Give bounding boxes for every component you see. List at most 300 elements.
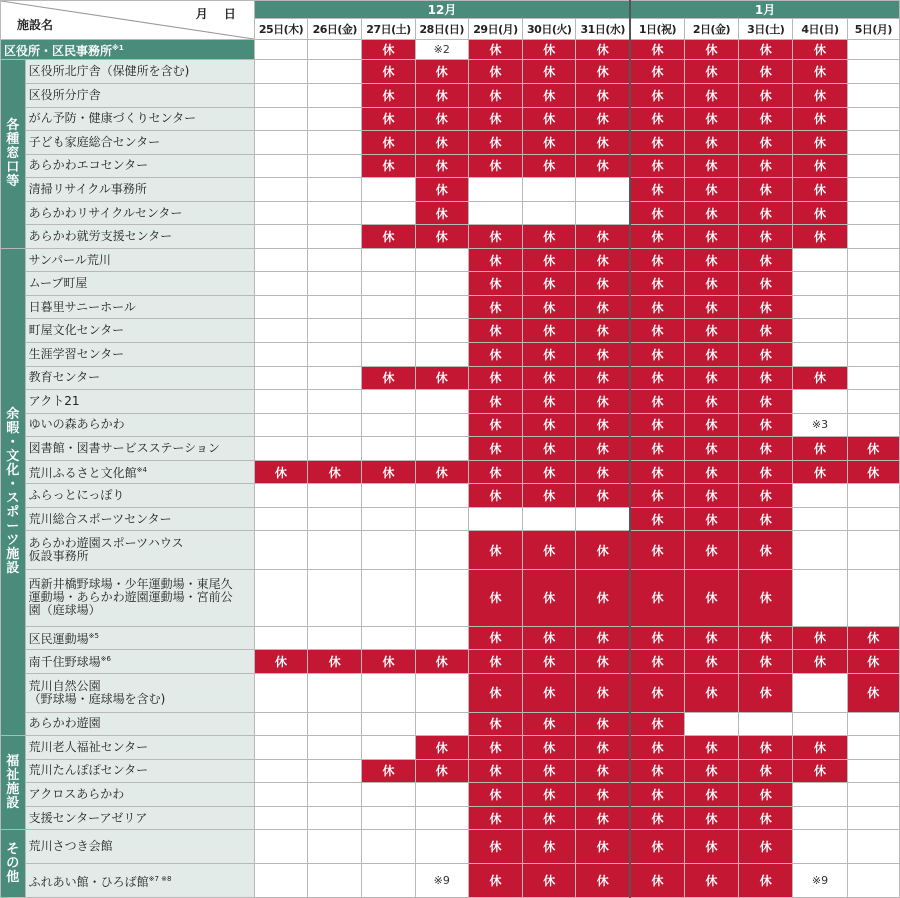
open-cell: [739, 712, 793, 736]
closed-cell: 休: [468, 484, 522, 508]
closed-cell: 休: [630, 343, 684, 367]
closed-cell: 休: [793, 107, 847, 131]
closed-cell: 休: [739, 759, 793, 783]
facility-name: 教育センター: [25, 366, 254, 390]
open-cell: [415, 413, 468, 437]
closed-cell: 休: [576, 806, 630, 830]
open-cell: [847, 225, 899, 249]
closed-cell: 休: [308, 650, 362, 674]
closed-cell: 休: [847, 650, 899, 674]
open-cell: [415, 295, 468, 319]
closed-cell: 休: [630, 272, 684, 296]
closed-cell: 休: [684, 84, 738, 108]
open-cell: [308, 806, 362, 830]
facility-row: [1, 570, 900, 626]
closed-cell: 休: [468, 437, 522, 461]
closed-cell: 休: [684, 626, 738, 650]
closed-cell: 休: [576, 626, 630, 650]
closed-cell: 休: [468, 154, 522, 178]
closed-cell: 休: [415, 107, 468, 131]
facility-row: [1, 650, 900, 674]
closed-cell: 休: [739, 131, 793, 155]
open-cell: [847, 131, 899, 155]
closed-cell: 休: [630, 84, 684, 108]
open-cell: [847, 319, 899, 343]
facility-name: サンパール荒川: [25, 248, 254, 272]
closed-cell: 休: [630, 131, 684, 155]
closed-cell: 休: [523, 673, 576, 712]
closed-cell: 休: [576, 531, 630, 570]
note-cell: ※9: [415, 864, 468, 898]
closed-cell: 休: [684, 131, 738, 155]
facility-name: ゆいの森あらかわ: [25, 413, 254, 437]
closed-cell: 休: [684, 272, 738, 296]
open-cell: [793, 390, 847, 414]
open-cell: [847, 864, 899, 898]
day-header: 29日(月): [468, 19, 522, 40]
closed-cell: 休: [630, 712, 684, 736]
closed-cell: 休: [793, 437, 847, 461]
open-cell: [847, 154, 899, 178]
open-cell: [847, 272, 899, 296]
open-cell: [362, 413, 415, 437]
open-cell: [415, 830, 468, 864]
open-cell: [793, 712, 847, 736]
closed-cell: 休: [415, 736, 468, 760]
open-cell: [308, 864, 362, 898]
facility-row: [1, 248, 900, 272]
closed-cell: 休: [576, 40, 630, 60]
closed-cell: 休: [630, 673, 684, 712]
category-label: そ の 他: [1, 830, 26, 898]
category-label: 余 暇 ・ 文 化 ・ ス ポ ー ツ 施 設: [1, 248, 26, 735]
open-cell: [308, 736, 362, 760]
closed-cell: 休: [576, 248, 630, 272]
closed-cell: 休: [468, 131, 522, 155]
open-cell: [254, 272, 307, 296]
facility-row: [1, 107, 900, 131]
facility-row: [1, 272, 900, 296]
open-cell: [254, 60, 307, 84]
closed-cell: 休: [523, 783, 576, 807]
open-cell: [308, 343, 362, 367]
open-cell: [254, 107, 307, 131]
closed-cell: 休: [630, 460, 684, 484]
open-cell: [308, 366, 362, 390]
closed-cell: 休: [523, 107, 576, 131]
closed-cell: 休: [576, 84, 630, 108]
facility-name: ムーブ町屋: [25, 272, 254, 296]
closed-cell: 休: [576, 60, 630, 84]
closed-cell: 休: [468, 390, 522, 414]
day-header: 3日(土): [739, 19, 793, 40]
open-cell: [308, 319, 362, 343]
open-cell: [254, 736, 307, 760]
closed-cell: 休: [468, 673, 522, 712]
open-cell: [793, 248, 847, 272]
open-cell: [254, 626, 307, 650]
closed-cell: 休: [576, 107, 630, 131]
open-cell: [254, 366, 307, 390]
open-cell: [847, 295, 899, 319]
open-cell: [362, 178, 415, 202]
closed-cell: 休: [468, 272, 522, 296]
closed-cell: 休: [630, 413, 684, 437]
closed-cell: 休: [847, 460, 899, 484]
open-cell: [362, 343, 415, 367]
closed-cell: 休: [576, 460, 630, 484]
facility-name: 区役所北庁舎（保健所を含む): [25, 60, 254, 84]
open-cell: [468, 178, 522, 202]
facility-name: あらかわリサイクルセンター: [25, 201, 254, 225]
footnote-mark: ※6: [100, 655, 111, 664]
closed-cell: 休: [630, 626, 684, 650]
closed-cell: 休: [415, 759, 468, 783]
month-header: 12月: [254, 1, 630, 19]
open-cell: [362, 390, 415, 414]
open-cell: [576, 201, 630, 225]
facility-row: [1, 413, 900, 437]
closed-cell: 休: [576, 272, 630, 296]
facility-name: あらかわ遊園: [25, 712, 254, 736]
open-cell: [308, 390, 362, 414]
facility-name: 支援センターアゼリア: [25, 806, 254, 830]
facility-row: [1, 437, 900, 461]
note-cell: ※2: [415, 40, 468, 60]
open-cell: [308, 154, 362, 178]
closed-cell: 休: [523, 806, 576, 830]
closed-cell: 休: [523, 131, 576, 155]
open-cell: [254, 570, 307, 626]
open-cell: [415, 272, 468, 296]
day-header: 2日(金): [684, 19, 738, 40]
closed-cell: 休: [739, 531, 793, 570]
closed-cell: 休: [362, 759, 415, 783]
closed-cell: 休: [630, 366, 684, 390]
facility-name: 日暮里サニーホール: [25, 295, 254, 319]
open-cell: [793, 673, 847, 712]
open-cell: [308, 712, 362, 736]
closed-cell: 休: [576, 650, 630, 674]
closed-cell: 休: [362, 131, 415, 155]
closed-cell: 休: [684, 806, 738, 830]
closed-cell: 休: [523, 531, 576, 570]
closed-cell: 休: [793, 759, 847, 783]
closed-cell: 休: [684, 531, 738, 570]
open-cell: [847, 178, 899, 202]
open-cell: [362, 830, 415, 864]
facility-name: アクト21: [25, 390, 254, 414]
closed-cell: 休: [523, 570, 576, 626]
closed-cell: 休: [362, 460, 415, 484]
closed-cell: 休: [684, 225, 738, 249]
closed-cell: 休: [523, 413, 576, 437]
facility-row: [1, 531, 900, 570]
closed-cell: 休: [630, 319, 684, 343]
facility-name: 荒川ふるさと文化館$^{※4}$: [25, 460, 254, 484]
footnote-mark: ※7 ※8: [148, 874, 172, 883]
open-cell: [308, 248, 362, 272]
facility-name: 南千住野球場$^{※6}$: [25, 650, 254, 674]
closed-cell: 休: [468, 864, 522, 898]
open-cell: [468, 201, 522, 225]
open-cell: [308, 107, 362, 131]
closed-cell: 休: [630, 225, 684, 249]
open-cell: [254, 248, 307, 272]
facility-row: [1, 390, 900, 414]
closed-cell: 休: [793, 460, 847, 484]
facility-row: [1, 626, 900, 650]
closed-cell: 休: [739, 225, 793, 249]
closed-cell: 休: [684, 736, 738, 760]
closed-cell: 休: [415, 460, 468, 484]
open-cell: [254, 531, 307, 570]
open-cell: [254, 295, 307, 319]
closed-cell: 休: [684, 107, 738, 131]
closed-cell: 休: [630, 154, 684, 178]
closed-cell: 休: [739, 507, 793, 531]
open-cell: [254, 40, 307, 60]
closed-cell: 休: [630, 437, 684, 461]
open-cell: [415, 437, 468, 461]
closed-cell: 休: [684, 319, 738, 343]
closed-cell: 休: [684, 390, 738, 414]
closed-cell: 休: [739, 154, 793, 178]
open-cell: [362, 272, 415, 296]
open-cell: [415, 570, 468, 626]
closed-cell: 休: [684, 783, 738, 807]
closed-cell: 休: [468, 40, 522, 60]
closed-cell: 休: [739, 570, 793, 626]
closed-cell: 休: [523, 40, 576, 60]
open-cell: [308, 178, 362, 202]
facility-row: [1, 759, 900, 783]
open-cell: [254, 712, 307, 736]
closed-cell: 休: [630, 570, 684, 626]
day-header: 25日(木): [254, 19, 307, 40]
closed-cell: 休: [630, 830, 684, 864]
closed-cell: 休: [576, 131, 630, 155]
closed-cell: 休: [468, 712, 522, 736]
open-cell: [254, 830, 307, 864]
facility-name: 生涯学習センター: [25, 343, 254, 367]
closed-cell: 休: [576, 154, 630, 178]
open-cell: [254, 484, 307, 508]
open-cell: [576, 178, 630, 202]
closed-cell: 休: [468, 759, 522, 783]
facility-name: 西新井橋野球場・少年運動場・東尾久 運動場・あらかわ遊園運動場・宮前公 園（庭球場）: [25, 570, 254, 626]
open-cell: [847, 107, 899, 131]
open-cell: [362, 531, 415, 570]
closed-cell: 休: [793, 626, 847, 650]
day-header: 5日(月): [847, 19, 899, 40]
open-cell: [362, 507, 415, 531]
open-cell: [254, 178, 307, 202]
open-cell: [847, 531, 899, 570]
facility-row: [1, 295, 900, 319]
open-cell: [254, 154, 307, 178]
closed-cell: 休: [523, 60, 576, 84]
open-cell: [415, 484, 468, 508]
facility-row: [1, 225, 900, 249]
closed-cell: 休: [523, 366, 576, 390]
closed-cell: 休: [308, 460, 362, 484]
facility-row: [1, 712, 900, 736]
closed-cell: 休: [630, 40, 684, 60]
closed-cell: 休: [739, 319, 793, 343]
closed-cell: 休: [468, 570, 522, 626]
open-cell: [847, 343, 899, 367]
open-cell: [254, 343, 307, 367]
closed-cell: 休: [684, 460, 738, 484]
open-cell: [847, 570, 899, 626]
closed-cell: 休: [793, 131, 847, 155]
facility-name: 図書館・図書サービスステーション: [25, 437, 254, 461]
closed-cell: 休: [468, 531, 522, 570]
open-cell: [254, 783, 307, 807]
facility-row: [1, 864, 900, 898]
open-cell: [362, 806, 415, 830]
open-cell: [793, 295, 847, 319]
closed-cell: 休: [739, 390, 793, 414]
closed-cell: 休: [630, 783, 684, 807]
closed-cell: 休: [576, 673, 630, 712]
month-header-row: [1, 1, 900, 19]
closed-cell: 休: [793, 650, 847, 674]
facility-row: [1, 460, 900, 484]
footnote-mark: ※4: [136, 466, 147, 475]
facility-name: 町屋文化センター: [25, 319, 254, 343]
open-cell: [308, 759, 362, 783]
open-cell: [308, 507, 362, 531]
open-cell: [308, 437, 362, 461]
open-cell: [362, 437, 415, 461]
note-cell: ※9: [793, 864, 847, 898]
open-cell: [415, 626, 468, 650]
closed-cell: 休: [684, 570, 738, 626]
closed-cell: 休: [793, 40, 847, 60]
facility-name: ふらっとにっぽり: [25, 484, 254, 508]
closed-cell: 休: [362, 650, 415, 674]
closed-cell: 休: [468, 366, 522, 390]
closed-cell: 休: [739, 107, 793, 131]
open-cell: [308, 225, 362, 249]
day-header: 30日(火): [523, 19, 576, 40]
facility-row: [1, 84, 900, 108]
open-cell: [254, 759, 307, 783]
closed-cell: 休: [739, 437, 793, 461]
open-cell: [415, 806, 468, 830]
closed-cell: 休: [684, 413, 738, 437]
footnote-mark: ※1: [112, 43, 124, 52]
facility-name-label: 施設名: [17, 18, 54, 32]
closed-cell: 休: [468, 248, 522, 272]
closed-cell: 休: [362, 154, 415, 178]
closed-cell: 休: [523, 272, 576, 296]
open-cell: [523, 507, 576, 531]
closed-cell: 休: [576, 413, 630, 437]
open-cell: [847, 783, 899, 807]
closed-cell: 休: [468, 413, 522, 437]
facility-name: 子ども家庭総合センター: [25, 131, 254, 155]
closed-cell: 休: [630, 736, 684, 760]
closed-cell: 休: [523, 712, 576, 736]
closed-cell: 休: [739, 484, 793, 508]
closed-cell: 休: [576, 437, 630, 461]
closed-cell: 休: [468, 225, 522, 249]
closed-cell: 休: [630, 864, 684, 898]
closed-cell: 休: [630, 60, 684, 84]
closed-cell: 休: [415, 154, 468, 178]
open-cell: [523, 201, 576, 225]
closed-cell: 休: [523, 830, 576, 864]
facility-row: [1, 736, 900, 760]
closed-cell: 休: [576, 759, 630, 783]
closed-cell: 休: [415, 84, 468, 108]
closed-cell: 休: [793, 225, 847, 249]
closed-cell: 休: [630, 107, 684, 131]
closed-cell: 休: [468, 783, 522, 807]
category-label: 福 祉 施 設: [1, 736, 26, 830]
month-day-label: 月 日: [195, 7, 242, 21]
open-cell: [847, 712, 899, 736]
closed-cell: 休: [739, 673, 793, 712]
closed-cell: 休: [576, 484, 630, 508]
facility-name: 荒川老人福祉センター: [25, 736, 254, 760]
day-header: 26日(金): [308, 19, 362, 40]
open-cell: [847, 201, 899, 225]
open-cell: [308, 570, 362, 626]
facility-name: あらかわ遊園スポーツハウス 仮設事務所: [25, 531, 254, 570]
closed-cell: 休: [739, 650, 793, 674]
open-cell: [415, 390, 468, 414]
open-cell: [362, 864, 415, 898]
closed-cell: 休: [630, 201, 684, 225]
closed-cell: 休: [684, 830, 738, 864]
closed-cell: 休: [576, 225, 630, 249]
closed-cell: 休: [523, 736, 576, 760]
facility-name: 荒川総合スポーツセンター: [25, 507, 254, 531]
facility-row: [1, 40, 900, 60]
open-cell: [847, 759, 899, 783]
closed-cell: 休: [468, 343, 522, 367]
open-cell: [362, 673, 415, 712]
closed-cell: 休: [415, 60, 468, 84]
closed-cell: 休: [468, 736, 522, 760]
facility-row: [1, 366, 900, 390]
closed-cell: 休: [793, 178, 847, 202]
closed-cell: 休: [684, 178, 738, 202]
closed-cell: 休: [576, 390, 630, 414]
closed-cell: 休: [523, 319, 576, 343]
closed-cell: 休: [468, 650, 522, 674]
closed-cell: 休: [684, 437, 738, 461]
closed-cell: 休: [684, 507, 738, 531]
open-cell: [415, 531, 468, 570]
closed-cell: 休: [415, 366, 468, 390]
closed-cell: 休: [847, 673, 899, 712]
open-cell: [415, 343, 468, 367]
open-cell: [362, 319, 415, 343]
closed-cell: 休: [362, 84, 415, 108]
open-cell: [415, 783, 468, 807]
closed-cell: 休: [739, 84, 793, 108]
category-label: 各 種 窓 口 等: [1, 60, 26, 248]
closed-cell: 休: [576, 366, 630, 390]
open-cell: [308, 673, 362, 712]
open-cell: [362, 712, 415, 736]
closed-cell: 休: [630, 248, 684, 272]
